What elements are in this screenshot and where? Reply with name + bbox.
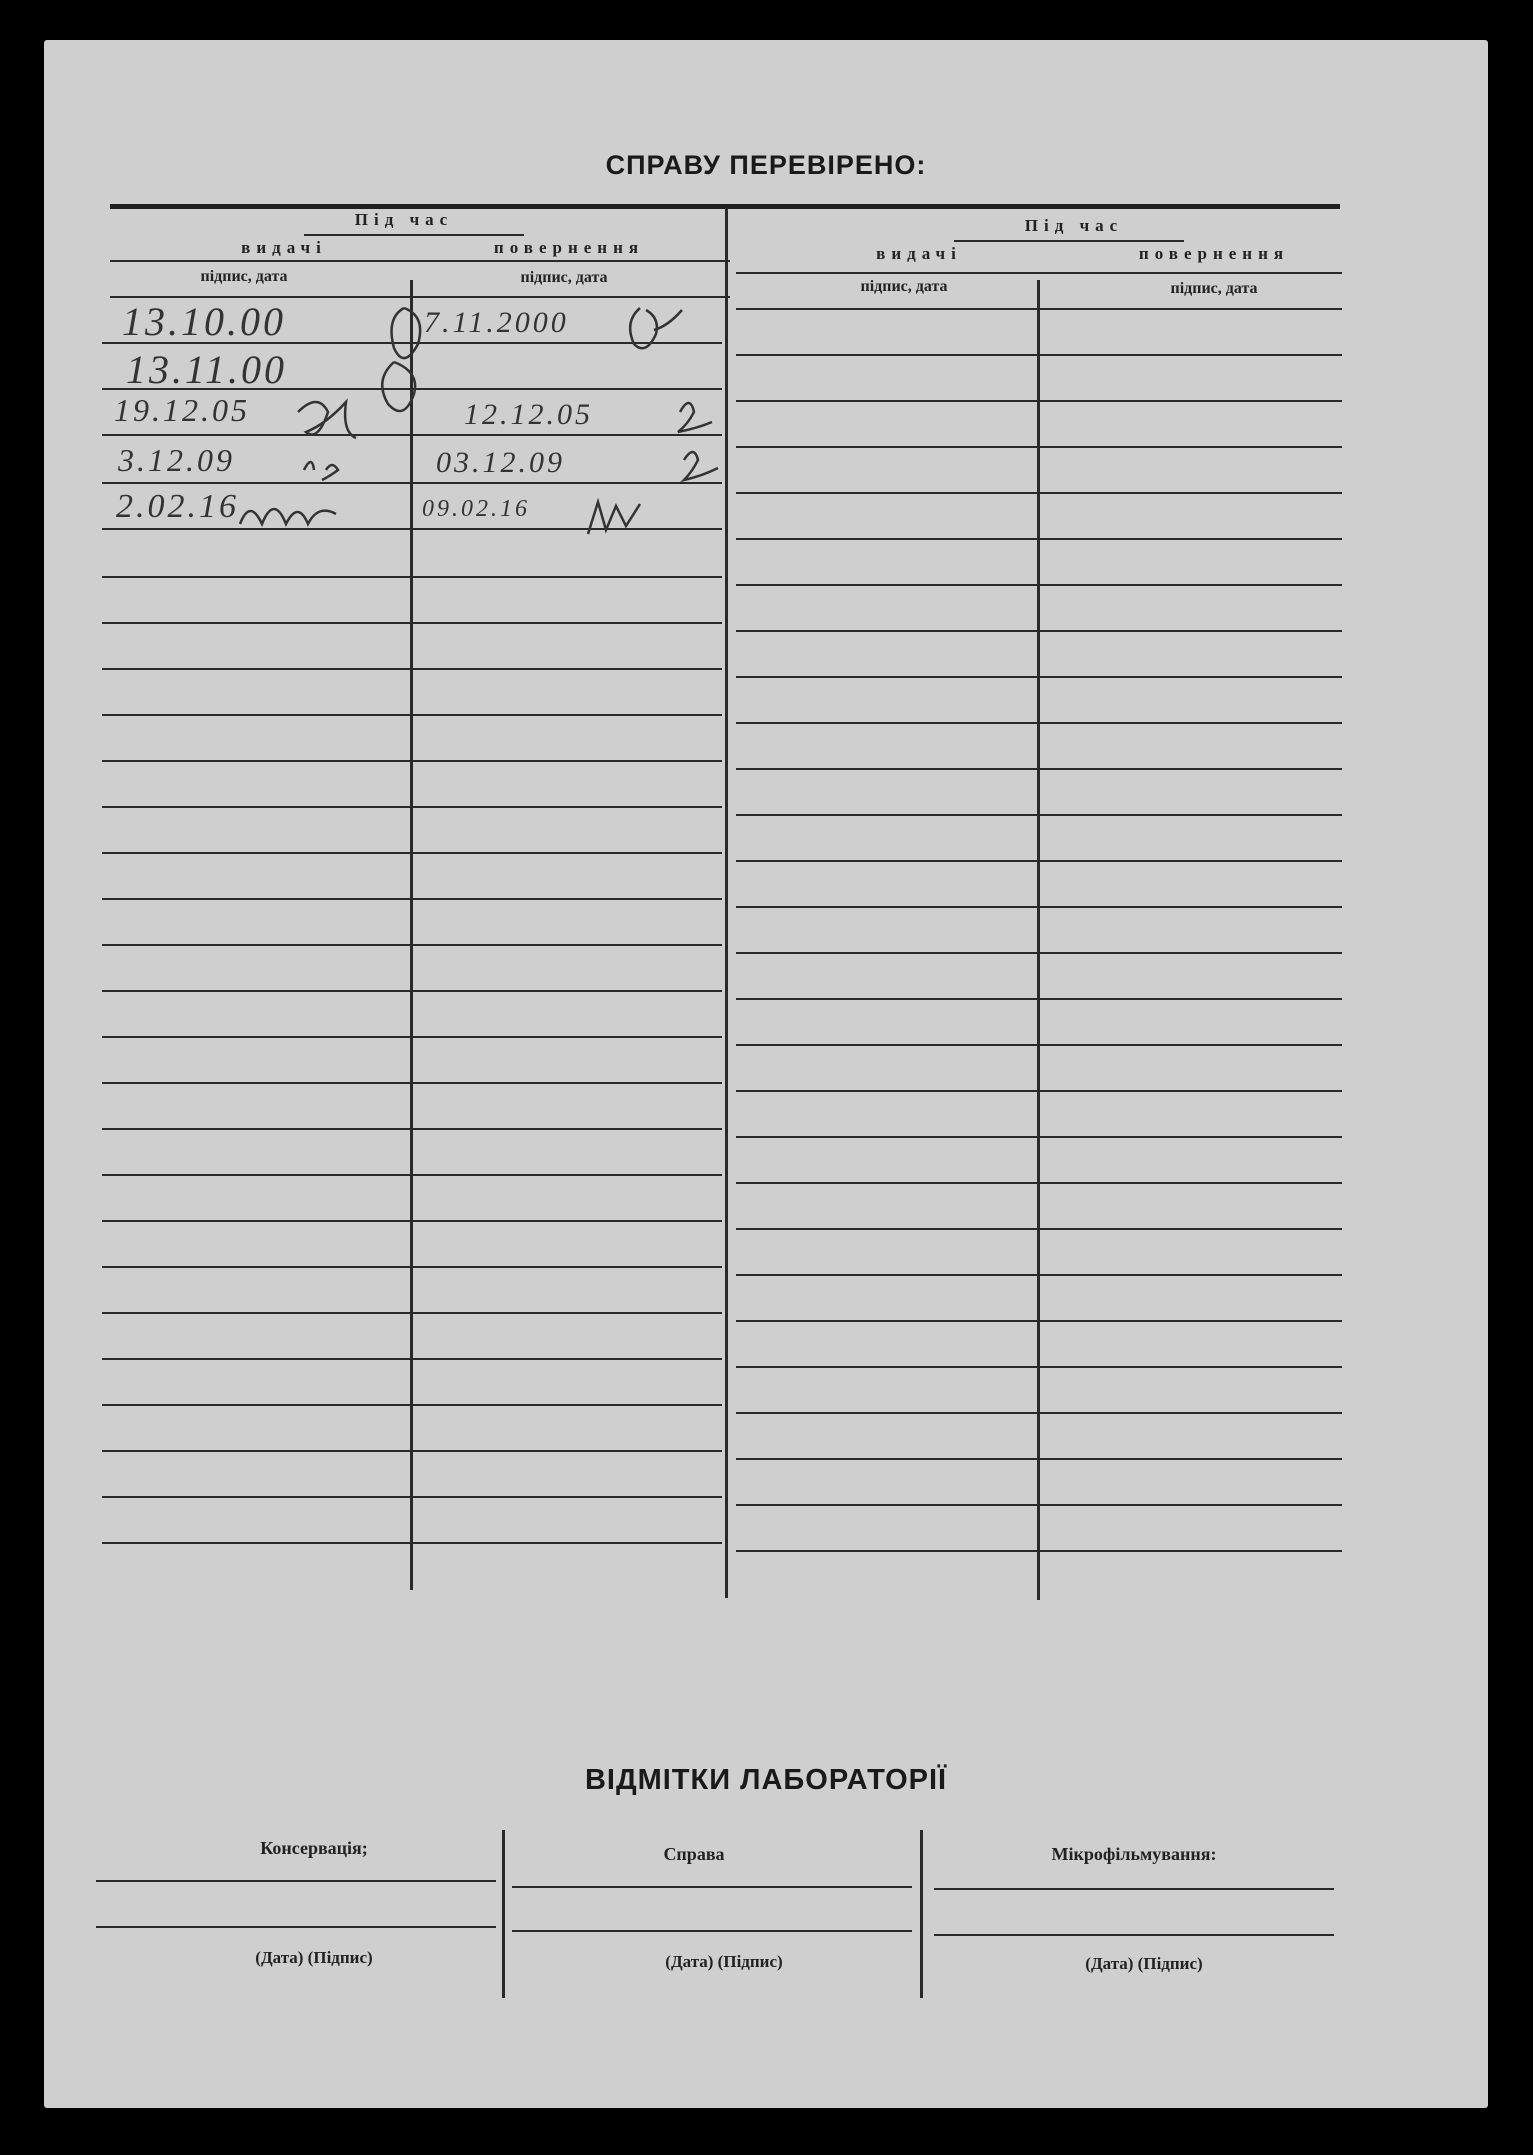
lab-line-microfilm-2 xyxy=(934,1934,1334,1936)
conservation-date-sign: (Дата) (Підпис) xyxy=(255,1948,373,1967)
right-return-sign-date: підпис, дата xyxy=(1170,280,1258,297)
signature-1-issue xyxy=(392,308,421,358)
left-issue-sign-date: підпис, дата xyxy=(200,268,288,285)
lab-line-microfilm-1 xyxy=(934,1888,1334,1890)
lab-line-conservation-2 xyxy=(96,1926,496,1928)
right-return-label: повернення xyxy=(1138,244,1290,263)
microfilm-date-sign: (Дата) (Підпис) xyxy=(1085,1954,1203,1973)
lab-divider-right xyxy=(920,1830,923,1998)
entry-3-issue: 19.12.05 xyxy=(114,392,250,428)
entry-4-issue: 3.12.09 xyxy=(118,442,235,478)
signature-1-return xyxy=(630,308,682,348)
microfilm-label: Мікрофільмування: xyxy=(1051,1844,1217,1864)
page-title: СПРАВУ ПЕРЕВІРЕНО: xyxy=(605,150,927,180)
entry-4-return: 03.12.09 xyxy=(436,446,565,479)
right-during-label: Під час xyxy=(1024,216,1124,235)
signature-3-return xyxy=(678,403,712,432)
document-page xyxy=(44,40,1488,2108)
signature-2-issue xyxy=(382,362,415,411)
lab-divider-left xyxy=(502,1830,505,1998)
entry-1-return: 7.11.2000 xyxy=(424,306,569,339)
case-date-sign: (Дата) (Підпис) xyxy=(665,1952,783,1971)
left-return-sign-date: підпис, дата xyxy=(520,269,608,286)
lab-section-title: ВІДМІТКИ ЛАБОРАТОРІЇ xyxy=(584,1764,948,1796)
entry-5-return: 09.02.16 xyxy=(422,496,530,522)
lab-line-conservation-1 xyxy=(96,1880,496,1882)
signature-5-return xyxy=(588,502,640,534)
left-during-label: Під час xyxy=(354,210,454,229)
entry-2-issue: 13.11.00 xyxy=(126,347,288,392)
entry-5-issue: 2.02.16 xyxy=(116,488,239,525)
signature-scribbles xyxy=(44,40,1488,640)
signature-5-issue xyxy=(240,509,336,524)
lab-line-case-2 xyxy=(512,1930,912,1932)
right-issue-sign-date: підпис, дата xyxy=(860,278,948,295)
case-label: Справа xyxy=(663,1844,725,1864)
right-issue-label: видачі xyxy=(876,244,962,263)
entry-3-return: 12.12.05 xyxy=(464,398,593,431)
entry-1-issue: 13.10.00 xyxy=(122,299,286,344)
conservation-label: Консервація; xyxy=(260,1838,368,1858)
signature-4-issue xyxy=(304,462,338,480)
lab-line-case-1 xyxy=(512,1886,912,1888)
signature-4-return xyxy=(684,452,718,480)
signature-3-issue xyxy=(298,402,356,438)
left-issue-label: видачі xyxy=(241,238,327,257)
left-return-label: повернення xyxy=(493,238,645,257)
